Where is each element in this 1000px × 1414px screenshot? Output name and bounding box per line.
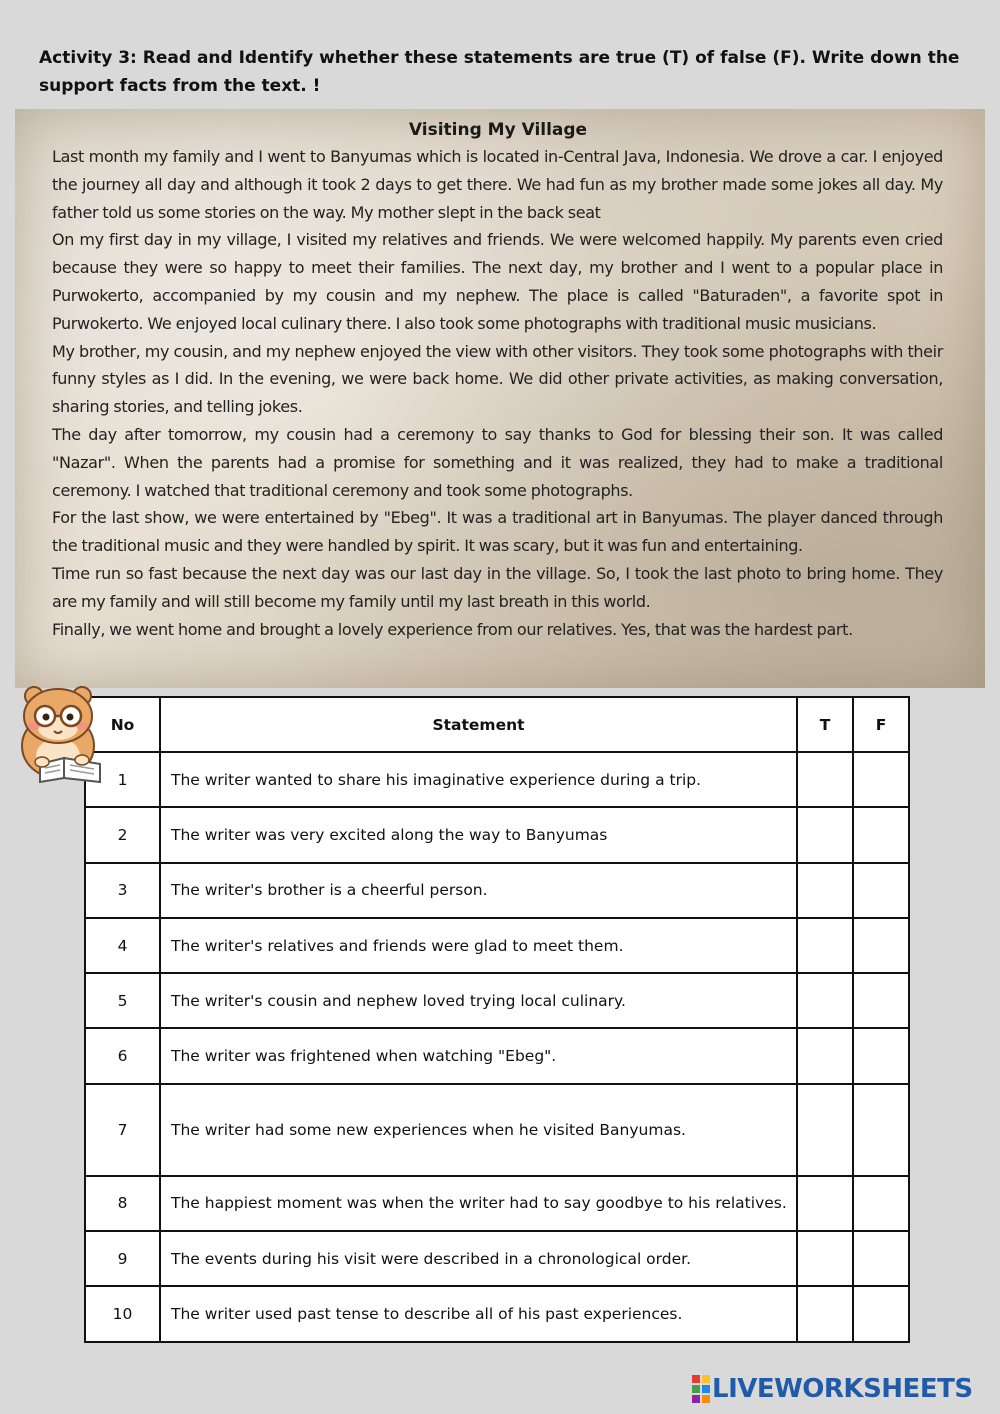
liveworksheets-brand[interactable] bbox=[692, 1374, 973, 1404]
table-row bbox=[85, 918, 909, 973]
story-paragraph: Time run so fast because the next day was our last day in the village. So, I took the last photo to bring home. They are my family and will still become my family until my last breath in this world. bbox=[52, 563, 943, 611]
true-answer-cell[interactable] bbox=[797, 1286, 853, 1341]
story-body bbox=[52, 143, 943, 643]
true-answer-cell[interactable] bbox=[797, 1028, 853, 1083]
table-row bbox=[85, 1176, 909, 1231]
liveworksheets-logo-icon bbox=[692, 1375, 710, 1403]
header-false: F bbox=[853, 697, 909, 752]
true-answer-cell[interactable] bbox=[797, 807, 853, 862]
row-statement: The events during his visit were described in a chronological order. bbox=[160, 1231, 797, 1286]
brand-name: LIVEWORKSHEETS bbox=[712, 1374, 973, 1404]
true-answer-cell[interactable] bbox=[797, 918, 853, 973]
false-answer-cell[interactable] bbox=[853, 1028, 909, 1083]
true-answer-cell[interactable] bbox=[797, 1176, 853, 1231]
story-title: Visiting My Village bbox=[408, 120, 588, 140]
story-paragraph: Finally, we went home and brought a lovely experience from our relatives. Yes, that was the hardest part. bbox=[52, 619, 853, 639]
row-number: 5 bbox=[85, 973, 160, 1028]
header-true: T bbox=[797, 697, 853, 752]
row-statement: The writer used past tense to describe all of his past experiences. bbox=[160, 1286, 797, 1341]
story-paragraph: For the last show, we were entertained by "Ebeg". It was a traditional art in Banyumas. The player danced through the traditional music and they were handled by spirit. It was scary, but it was fun and entertaining. bbox=[52, 508, 943, 556]
false-answer-cell[interactable] bbox=[853, 918, 909, 973]
row-number: 6 bbox=[85, 1028, 160, 1083]
false-answer-cell[interactable] bbox=[853, 973, 909, 1028]
story-paragraph: Last month my family and I went to Banyumas which is located in-Central Java, Indonesia. We drove a car. I enjoyed the journey all day and although it took 2 days to get there. We had fun as my brother made some jokes all day. My father told us some stories on the way. My mother slept in the back seat bbox=[52, 147, 943, 222]
activity-instruction: Activity 3: Read and Identify whether these statements are true (T) of false (F). Write down the support facts from the text. ! bbox=[39, 48, 960, 96]
row-statement: The writer had some new experiences when he visited Banyumas. bbox=[160, 1084, 797, 1176]
row-number: 4 bbox=[85, 918, 160, 973]
row-number: 1 bbox=[85, 752, 160, 807]
story-paragraph: The day after tomorrow, my cousin had a ceremony to say thanks to God for blessing their son. It was called "Nazar". When the parents had a promise for something and it was realized, they had to make a traditional ceremony. I watched that traditional ceremony and took some photographs. bbox=[52, 424, 943, 500]
row-statement: The happiest moment was when the writer had to say goodbye to his relatives. bbox=[160, 1176, 797, 1231]
row-number: 10 bbox=[85, 1286, 160, 1341]
row-number: 3 bbox=[85, 863, 160, 918]
true-answer-cell[interactable] bbox=[797, 1084, 853, 1176]
row-statement: The writer wanted to share his imaginative experience during a trip. bbox=[160, 752, 797, 807]
table-row bbox=[85, 863, 909, 918]
row-number: 9 bbox=[85, 1231, 160, 1286]
false-answer-cell[interactable] bbox=[853, 752, 909, 807]
row-number: 7 bbox=[85, 1084, 160, 1176]
row-statement: The writer was frightened when watching "Ebeg". bbox=[160, 1028, 797, 1083]
hamster-reading-book-icon bbox=[12, 678, 112, 788]
statement-table bbox=[84, 696, 910, 1343]
story-paragraph: My brother, my cousin, and my nephew enjoyed the view with other visitors. They took some photographs with their funny styles as I did. In the evening, we were back home. We did other private activities, as making conversation, sharing stories, and telling jokes. bbox=[52, 341, 943, 417]
table-row bbox=[85, 807, 909, 862]
row-statement: The writer was very excited along the way to Banyumas bbox=[160, 807, 797, 862]
true-answer-cell[interactable] bbox=[797, 752, 853, 807]
story-paragraph: On my first day in my village, I visited my relatives and friends. We were welcomed happily. My parents even cried because they were so happy to meet their families. The next day, my brother and I went to a popular place in Purwokerto, accompanied by my cousin and my nephew. The place is called "Baturaden", a favorite spot in Purwokerto. We enjoyed local culinary there. I also took some photographs with traditional music musicians. bbox=[52, 230, 943, 333]
false-answer-cell[interactable] bbox=[853, 1084, 909, 1176]
false-answer-cell[interactable] bbox=[853, 807, 909, 862]
table-row bbox=[85, 752, 909, 807]
true-answer-cell[interactable] bbox=[797, 1231, 853, 1286]
table-row bbox=[85, 1286, 909, 1341]
table-row bbox=[85, 973, 909, 1028]
row-statement: The writer's brother is a cheerful person. bbox=[160, 863, 797, 918]
row-statement: The writer's cousin and nephew loved trying local culinary. bbox=[160, 973, 797, 1028]
table-row bbox=[85, 1231, 909, 1286]
false-answer-cell[interactable] bbox=[853, 1176, 909, 1231]
table-header-row bbox=[85, 697, 909, 752]
header-statement: Statement bbox=[160, 697, 797, 752]
false-answer-cell[interactable] bbox=[853, 1286, 909, 1341]
false-answer-cell[interactable] bbox=[853, 863, 909, 918]
true-answer-cell[interactable] bbox=[797, 973, 853, 1028]
row-number: 8 bbox=[85, 1176, 160, 1231]
row-statement: The writer's relatives and friends were glad to meet them. bbox=[160, 918, 797, 973]
table-row bbox=[85, 1028, 909, 1083]
row-number: 2 bbox=[85, 807, 160, 862]
table-row bbox=[85, 1084, 909, 1176]
true-answer-cell[interactable] bbox=[797, 863, 853, 918]
header-no: No bbox=[85, 697, 160, 752]
story-panel bbox=[15, 109, 985, 688]
false-answer-cell[interactable] bbox=[853, 1231, 909, 1286]
